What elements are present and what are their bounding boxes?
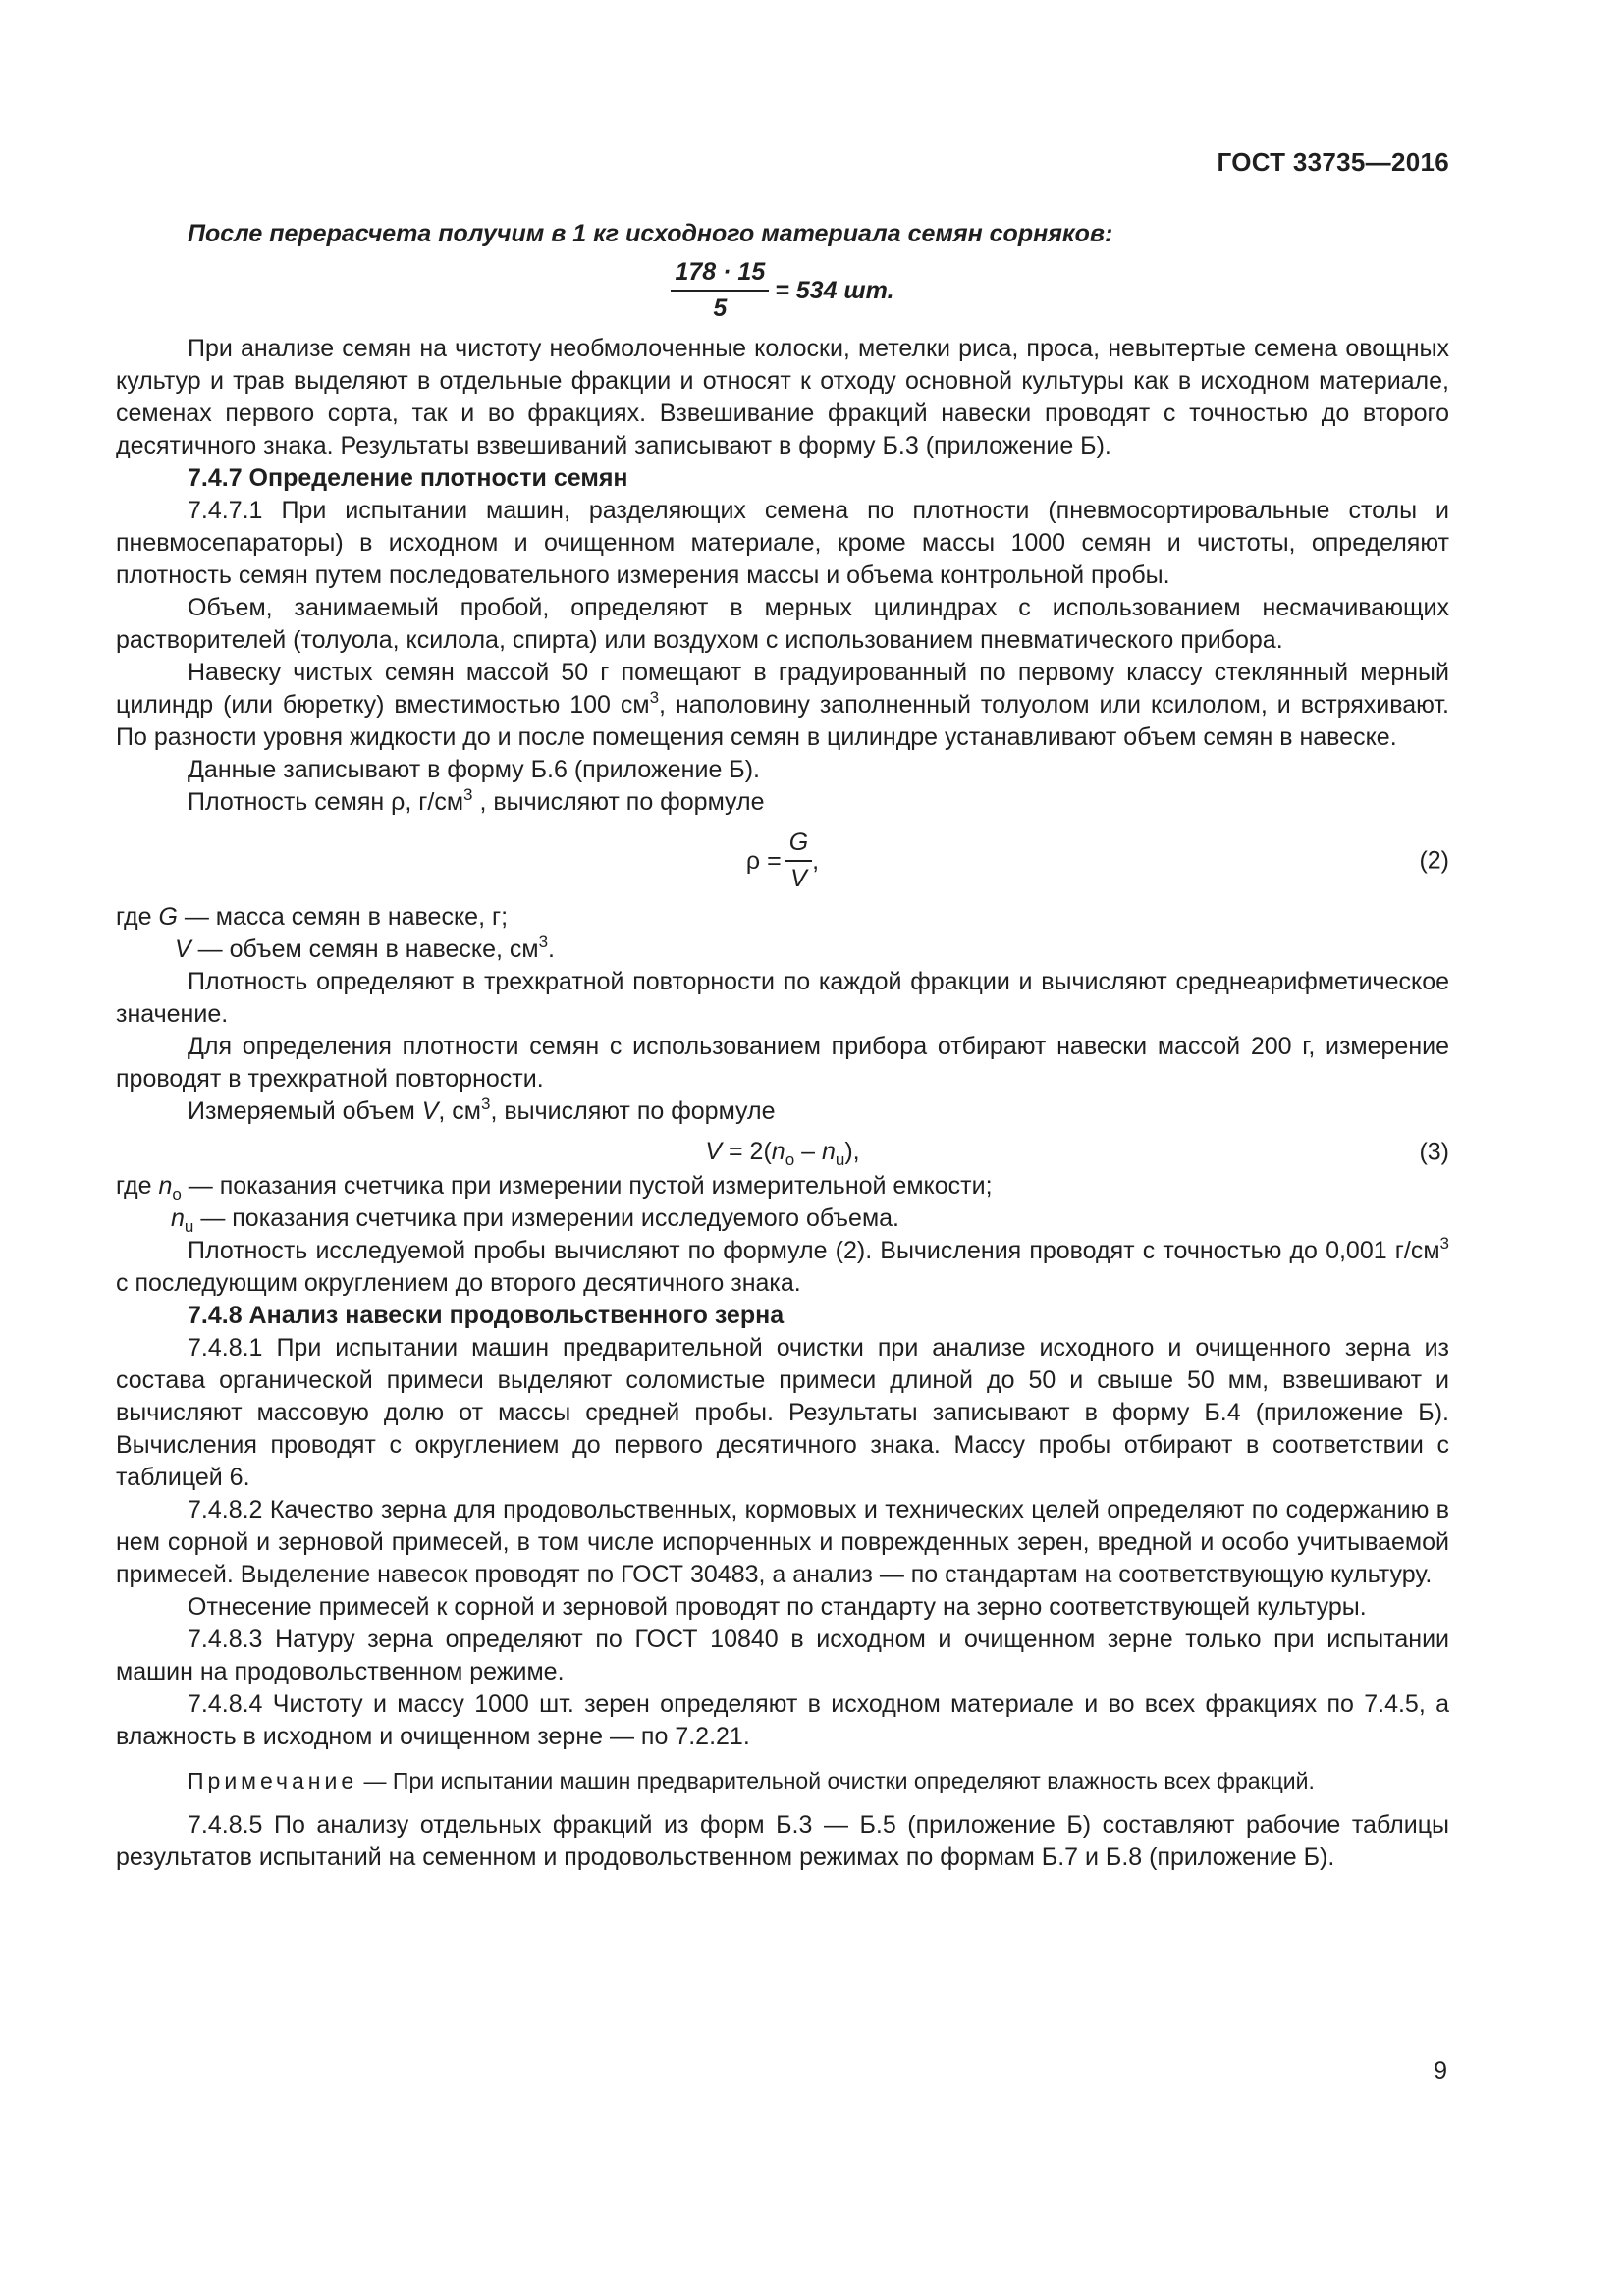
note-label: Примечание (188, 1768, 358, 1793)
where-nu-text: — показания счетчика при измерении исследуемого объема. (193, 1204, 899, 1232)
fraction-numerator: 178 · 15 (671, 256, 769, 292)
superscript-3: 3 (538, 933, 549, 951)
superscript-3: 3 (1439, 1234, 1449, 1253)
eq3-n1: n (771, 1138, 785, 1165)
measured-text-c: , вычисляют по формуле (490, 1097, 776, 1125)
where-v (116, 934, 1449, 966)
eq2-numerator: G (785, 827, 812, 862)
where-g (116, 901, 1449, 934)
recalc-intro: После перерасчета получим в 1 кг исходного материала семян сорняков: (188, 220, 1113, 247)
fraction-result: = 534 шт. (775, 276, 894, 304)
weed-count-formula (116, 256, 1449, 325)
equation-number-3: (3) (1419, 1138, 1449, 1165)
where-v-end: . (548, 935, 555, 963)
where-g-text: — масса семян в навеске, г; (177, 903, 509, 931)
paragraph-volume: Объем, занимаемый пробой, определяют в мерных цилиндрах с использованием несмачивающих растворителей (толуола, ксилола, спирта) или воздухом с использованием пневматического прибора. (116, 594, 1449, 654)
eq3-tail: ), (844, 1138, 860, 1165)
note-text: — При испытании машин предварительной очистки определяют влажность всех фракций. (357, 1768, 1315, 1793)
eq3-minus: – (794, 1138, 822, 1165)
density-text-a: Плотность семян ρ, г/см (188, 788, 464, 816)
paragraph-7-4-8-2: 7.4.8.2 Качество зерна для продовольственных, кормовых и технических целей определяют по содержанию в нем сорной и зерновой примесей, в том числе испорченных и поврежденных зерен, вредной и особо учитываемой примесей. Выделение навесок проводят по ГОСТ 30483, а анализ — по стандартам на соответствующую культуру. (116, 1496, 1449, 1588)
where-no (116, 1170, 1449, 1202)
eq3-eq: = 2( (722, 1138, 772, 1165)
heading-7-4-7: 7.4.7 Определение плотности семян (188, 464, 628, 492)
var-v: V (175, 935, 191, 963)
paragraph-7-4-7-1: 7.4.7.1 При испытании машин, разделяющих семена по плотности (пневмосортировальные столы и пневмосепараторы) в исходном и очищенном материале, кроме массы 1000 семян и чистоты, определяют плотность семян путем последовательного измерения массы и объема контрольной пробы. (116, 497, 1449, 589)
paragraph-sample (116, 657, 1449, 754)
superscript-3: 3 (649, 688, 660, 707)
where-label: где (116, 1172, 159, 1200)
eq2-fraction (785, 827, 812, 895)
where-nu (116, 1202, 1449, 1235)
precision-text-b: с последующим округлением до второго десятичного знака. (116, 1269, 801, 1297)
eq3-sub-o: о (785, 1150, 795, 1169)
var-g: G (158, 903, 178, 931)
var-n: n (171, 1204, 185, 1232)
eq2-lhs: ρ = (745, 846, 782, 875)
fraction-denominator: 5 (713, 294, 728, 322)
note (116, 1765, 1449, 1797)
document-body (116, 218, 1449, 1874)
equation-number-2: (2) (1419, 846, 1449, 875)
eq3-expression (705, 1136, 859, 1168)
sub-o: о (172, 1185, 182, 1203)
var-v: V (421, 1097, 439, 1125)
weed-count-fraction (671, 256, 769, 325)
eq3-v: V (705, 1138, 723, 1165)
where-no-text: — показания счетчика при измерении пустой измерительной емкости; (181, 1172, 993, 1200)
where-label: где (116, 903, 159, 931)
superscript-3: 3 (481, 1095, 491, 1113)
density-text-b: , вычисляют по формуле (472, 788, 765, 816)
paragraph-device: Для определения плотности семян с использованием прибора отбирают навески массой 200 г, измерение проводят в трехкратной повторности. (116, 1033, 1449, 1093)
page-number: 9 (1434, 2057, 1447, 2085)
equation-3 (116, 1136, 1449, 1168)
measured-text-b: , см (438, 1097, 481, 1125)
paragraph-triple: Плотность определяют в трехкратной повторности по каждой фракции и вычисляют среднеарифметическое значение. (116, 968, 1449, 1028)
where-v-text: — объем семян в навеске, см (190, 935, 539, 963)
paragraph-precision (116, 1235, 1449, 1300)
measured-text-a: Измеряемый объем (188, 1097, 422, 1125)
eq2-tail: , (812, 846, 820, 875)
precision-text-a: Плотность исследуемой пробы вычисляют по формуле (2). Вычисления проводят с точностью до 0,001 г/см (188, 1237, 1440, 1264)
paragraph-7-4-8-4: 7.4.8.4 Чистоту и массу 1000 шт. зерен определяют в исходном материале и во всех фракциях по 7.4.5, а влажность в исходном и очищенном зерне — по 7.2.21. (116, 1690, 1449, 1750)
equation-2 (116, 827, 1449, 895)
paragraph-measured-volume (116, 1095, 1449, 1128)
sample-text-a: Навеску чистых семян массой 50 г помещают в градуированный по первому классу стеклянный мерный цилиндр (или бюретку) вместимостью 100 см (116, 659, 1449, 719)
paragraph-7-4-8-1: 7.4.8.1 При испытании машин предварительной очистки при анализе исходного и очищенного зерна из состава органической примеси выделяют соломистые примеси длиной до 50 и свыше 50 мм, взвешивают и вычисляют массовую долю от массы средней пробы. Результаты записывают в форму Б.4 (приложение Б). Вычисления проводят с округлением до первого десятичного знака. Массу пробы отбирают в соответствии с таблицей 6. (116, 1334, 1449, 1491)
paragraph-7-4-8-5: 7.4.8.5 По анализу отдельных фракций из форм Б.3 — Б.5 (приложение Б) составляют рабочие таблицы результатов испытаний на семенном и продовольственном режимах по формам Б.7 и Б.8 (приложение Б). (116, 1811, 1449, 1871)
eq2-denominator: V (790, 865, 807, 892)
paragraph-form-b6: Данные записывают в форму Б.6 (приложение Б). (188, 756, 760, 783)
superscript-3: 3 (463, 785, 473, 804)
var-n: n (158, 1172, 173, 1200)
paragraph-purity: При анализе семян на чистоту необмолоченные колоски, метелки риса, проса, невытертые семена овощных культур и трав выделяют в отдельные фракции и относят к отходу основной культуры как в исходном материале, семенах первого сорта, так и во фракциях. Взвешивание фракций навески проводят с точностью до второго десятичного знака. Результаты взвешиваний записывают в форму Б.3 (приложение Б). (116, 335, 1449, 459)
sub-u: u (184, 1217, 194, 1236)
eq3-sub-u: u (835, 1150, 845, 1169)
paragraph-impurity: Отнесение примесей к сорной и зерновой проводят по стандарту на зерно соответствующей культуры. (188, 1593, 1367, 1621)
eq3-n2: n (821, 1138, 836, 1165)
paragraph-7-4-8-3: 7.4.8.3 Натуру зерна определяют по ГОСТ 10840 в исходном и очищенном зерне только при испытании машин на продовольственном режиме. (116, 1626, 1449, 1685)
paragraph-density (116, 786, 1449, 819)
heading-7-4-8: 7.4.8 Анализ навески продовольственного зерна (188, 1302, 785, 1329)
sample-text-b: , наполовину заполненный толуолом или ксилолом, и встряхивают. По разности уровня жидкости до и после помещения семян в цилиндре устанавливают объем семян в навеске. (116, 691, 1449, 751)
document-code: ГОСТ 33735—2016 (1217, 147, 1449, 177)
